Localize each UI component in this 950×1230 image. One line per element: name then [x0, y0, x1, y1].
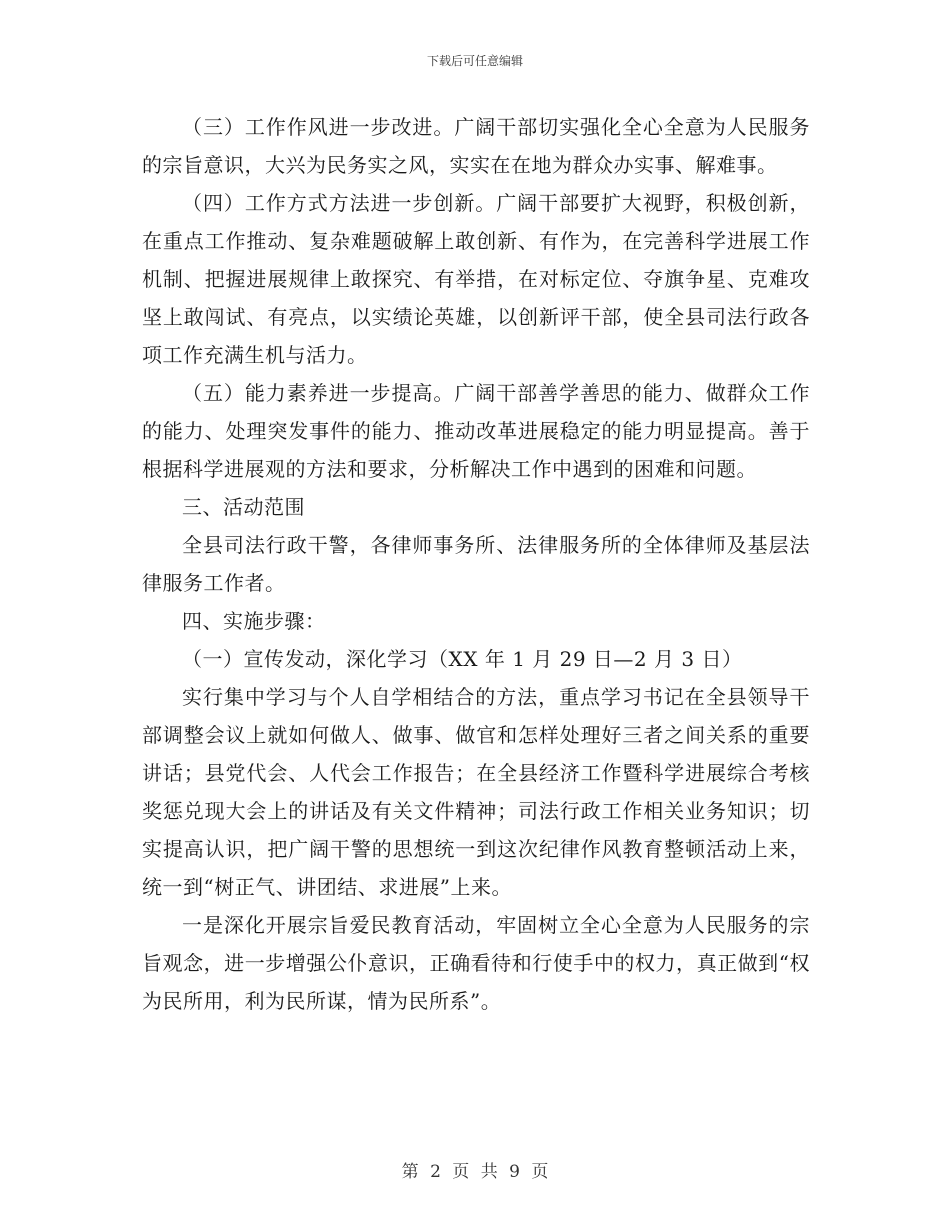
page-number: 第 2 页 共 9 页 — [401, 1162, 549, 1182]
paragraph-work-methods: （四）工作方式方法进一步创新。广阔干部要扩大视野，积极创新，在重点工作推动、复杂难题破解上敢创新、有作为，在完善科学进展工作机制、把握进展规律上敢探究、有举措，在对标定位、夺旗争星、克难攻坚上敢闯试、有亮点，以实绩论英雄，以创新评干部，使全县司法行政各项工作充满生机与活力。 — [142, 191, 810, 367]
paragraph-ability: （五）能力素养进一步提高。广阔干部善学善思的能力、做群众工作的能力、处理突发事件的能力、推动改革进展稳定的能力明显提高。善于根据科学进展观的方法和要求，分析解决工作中遇到的困难和问题。 — [142, 381, 810, 481]
paragraph-scope: 全县司法行政干警，各律师事务所、法律服务所的全体律师及基层法律服务工作者。 — [142, 533, 810, 595]
document-body — [142, 108, 810, 1020]
subheading-step-one: （一）宣传发动，深化学习（XX 年 1 月 29 日—2 月 3 日） — [182, 647, 743, 671]
paragraph-education: 一是深化开展宗旨爱民教育活动，牢固树立全心全意为人民服务的宗旨观念，进一步增强公仆意识，正确看待和行使手中的权力，真正做到“权为民所用，利为民所谋，情为民所系”。 — [142, 913, 810, 1013]
paragraph-study: 实行集中学习与个人自学相结合的方法，重点学习书记在全县领导干部调整会议上就如何做人、做事、做官和怎样处理好三者之间关系的重要讲话；县党代会、人代会工作报告；在全县经济工作暨科学进展综合考核奖惩兑现大会上的讲话及有关文件精神；司法行政工作相关业务知识；切实提高认识，把广阔干警的思想统一到这次纪律作风教育整顿活动上来，统一到“树正气、讲团结、求进展”上来。 — [142, 685, 810, 899]
section-heading-scope: 三、活动范围 — [182, 495, 305, 519]
paragraph-work-style: （三）工作作风进一步改进。广阔干部切实强化全心全意为人民服务的宗旨意识，大兴为民务实之风，实实在在地为群众办实事、解难事。 — [142, 115, 810, 177]
section-heading-steps: 四、实施步骤： — [182, 609, 326, 633]
page-header: 下载后可任意编辑 — [426, 54, 523, 68]
